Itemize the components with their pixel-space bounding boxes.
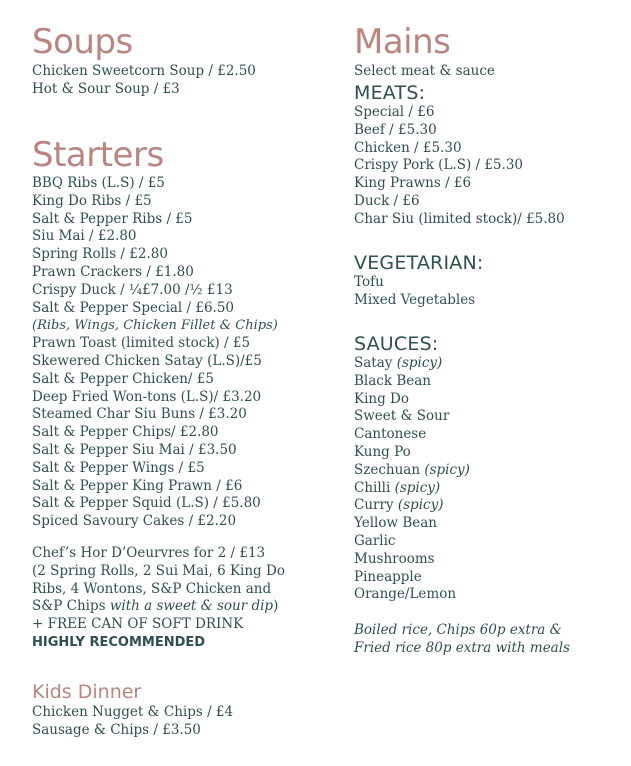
hor-doeuvres-desc: Ribs, 4 Wontons, S&P Chicken and bbox=[32, 580, 272, 597]
menu-item: King Prawns / £6 bbox=[354, 175, 472, 192]
sauce-item bbox=[354, 569, 470, 587]
menu-item: Mixed Vegetables bbox=[354, 291, 476, 308]
hor-doeuvres-close-paren: ) bbox=[273, 598, 279, 615]
sauce-item bbox=[354, 497, 470, 515]
hor-doeuvres-desc: (2 Spring Rolls, 2 Sui Mai, 6 King Do bbox=[32, 562, 285, 579]
sauce-name: Chilli bbox=[354, 479, 395, 496]
mains-section bbox=[354, 22, 495, 81]
menu-item: Beef / £5.30 bbox=[354, 121, 437, 138]
menu-item: Skewered Chicken Satay (L.S)/£5 bbox=[32, 352, 262, 369]
extras-section bbox=[354, 622, 570, 658]
hor-doeuvres-desc bbox=[32, 598, 285, 616]
menu-item: Salt & Pepper Squid (L.S) / £5.80 bbox=[32, 495, 261, 512]
menu-item: Crispy Pork (L.S) / £5.30 bbox=[354, 157, 523, 174]
sauce-item bbox=[354, 462, 470, 480]
menu-item: Chicken Nugget & Chips / £4 bbox=[32, 704, 234, 720]
sauce-item bbox=[354, 391, 470, 409]
mains-intro: Select meat & sauce bbox=[354, 63, 495, 79]
sauce-name: Curry bbox=[354, 497, 398, 514]
starters-section bbox=[32, 135, 278, 531]
kids-dinner-heading: Kids Dinner bbox=[32, 681, 142, 703]
sauce-item bbox=[354, 533, 470, 551]
highly-recommended-note: HIGHLY RECOMMENDED bbox=[32, 634, 206, 650]
starters-list bbox=[32, 175, 278, 531]
menu-item: Duck / £6 bbox=[354, 192, 420, 209]
vegetarian-section bbox=[354, 252, 483, 310]
spicy-note: (spicy) bbox=[424, 461, 470, 478]
sauce-name: Cantonese bbox=[354, 426, 427, 443]
sauce-item bbox=[354, 480, 470, 498]
hor-doeuvres-title: Chef’s Hor D’Oeurvres for 2 / £13 bbox=[32, 545, 266, 561]
sauce-item bbox=[354, 515, 470, 533]
sauce-name: Kung Po bbox=[354, 443, 411, 460]
sauces-list bbox=[354, 355, 470, 604]
sauce-name: Szechuan bbox=[354, 461, 425, 478]
menu-item: Prawn Toast (limited stock) / £5 bbox=[32, 335, 251, 352]
kids-dinner-list bbox=[32, 704, 233, 740]
menu-item-note: (Ribs, Wings, Chicken Fillet & Chips) bbox=[32, 318, 278, 334]
sauce-name: King Do bbox=[354, 390, 409, 407]
sauce-item bbox=[354, 551, 470, 569]
sauce-item bbox=[354, 426, 470, 444]
menu-item: Crispy Duck / ¼£7.00 /½ £13 bbox=[32, 281, 233, 298]
menu-item: Char Siu (limited stock)/ £5.80 bbox=[354, 210, 565, 227]
menu-item: Steamed Char Siu Buns / £3.20 bbox=[32, 406, 247, 423]
meats-list bbox=[354, 104, 565, 229]
mains-heading: Mains bbox=[354, 22, 451, 62]
sauce-item bbox=[354, 586, 470, 604]
menu-item: Prawn Crackers / £1.80 bbox=[32, 263, 194, 280]
sauce-item bbox=[354, 373, 470, 391]
sauce-name: Black Bean bbox=[354, 372, 431, 389]
menu-item: Salt & Pepper Special / £6.50 bbox=[32, 299, 235, 316]
menu-item: Tofu bbox=[354, 274, 384, 290]
sauces-heading: SAUCES: bbox=[354, 333, 439, 355]
sauce-name: Yellow Bean bbox=[354, 515, 437, 532]
sauce-item bbox=[354, 355, 470, 373]
meats-heading: MEATS: bbox=[354, 82, 426, 104]
sauce-name: Satay bbox=[354, 355, 397, 371]
sauce-name: Mushrooms bbox=[354, 550, 435, 567]
menu-item: Spring Rolls / £2.80 bbox=[32, 246, 168, 263]
sauce-item bbox=[354, 408, 470, 426]
menu-item: Salt & Pepper Chips/ £2.80 bbox=[32, 424, 219, 441]
sauce-name: Sweet & Sour bbox=[354, 408, 450, 425]
sauce-name: Orange/Lemon bbox=[354, 586, 457, 603]
menu-item: Spiced Savoury Cakes / £2.20 bbox=[32, 513, 237, 530]
menu-item: BBQ Ribs (L.S) / £5 bbox=[32, 175, 165, 191]
hor-doeuvres-section bbox=[32, 545, 285, 652]
sauce-item bbox=[354, 444, 470, 462]
extras-note: Boiled rice, Chips 60p extra & bbox=[354, 622, 562, 638]
menu-item: Special / £6 bbox=[354, 104, 435, 120]
menu-item: Siu Mai / £2.80 bbox=[32, 228, 137, 245]
vegetarian-list bbox=[354, 274, 483, 310]
menu-item: Salt & Pepper Siu Mai / £3.50 bbox=[32, 441, 237, 458]
sauces-section bbox=[354, 333, 470, 604]
starters-heading: Starters bbox=[32, 135, 164, 175]
menu-item: Salt & Pepper Wings / £5 bbox=[32, 459, 205, 476]
vegetarian-heading: VEGETARIAN: bbox=[354, 252, 484, 274]
hor-doeuvres-desc-text: S&P Chips bbox=[32, 598, 110, 615]
sauce-name: Garlic bbox=[354, 532, 396, 549]
menu-item: Deep Fried Won-tons (L.S)/ £3.20 bbox=[32, 388, 262, 405]
menu-item: Salt & Pepper Chicken/ £5 bbox=[32, 370, 214, 387]
sauce-name: Pineapple bbox=[354, 568, 422, 585]
soups-list bbox=[32, 63, 256, 99]
soups-heading: Soups bbox=[32, 22, 133, 62]
spicy-note: (spicy) bbox=[397, 497, 444, 514]
meats-section bbox=[354, 82, 565, 229]
spicy-note: (spicy) bbox=[394, 479, 441, 496]
kids-dinner-section bbox=[32, 681, 233, 740]
menu-item: Sausage & Chips / £3.50 bbox=[32, 721, 201, 738]
menu-item: Salt & Pepper King Prawn / £6 bbox=[32, 477, 243, 494]
menu-item: King Do Ribs / £5 bbox=[32, 192, 152, 209]
menu-item: Chicken / £5.30 bbox=[354, 139, 462, 156]
hor-doeuvres-dip-note: with a sweet & sour dip bbox=[109, 598, 274, 615]
soups-section bbox=[32, 22, 256, 99]
menu-item: Salt & Pepper Ribs / £5 bbox=[32, 210, 193, 227]
extras-note: Fried rice 80p extra with meals bbox=[354, 639, 570, 656]
spicy-note: (spicy) bbox=[396, 355, 443, 371]
menu-item: Hot & Sour Soup / £3 bbox=[32, 80, 180, 97]
free-drink-note: + FREE CAN OF SOFT DRINK bbox=[32, 616, 244, 633]
menu-item: Chicken Sweetcorn Soup / £2.50 bbox=[32, 63, 256, 79]
